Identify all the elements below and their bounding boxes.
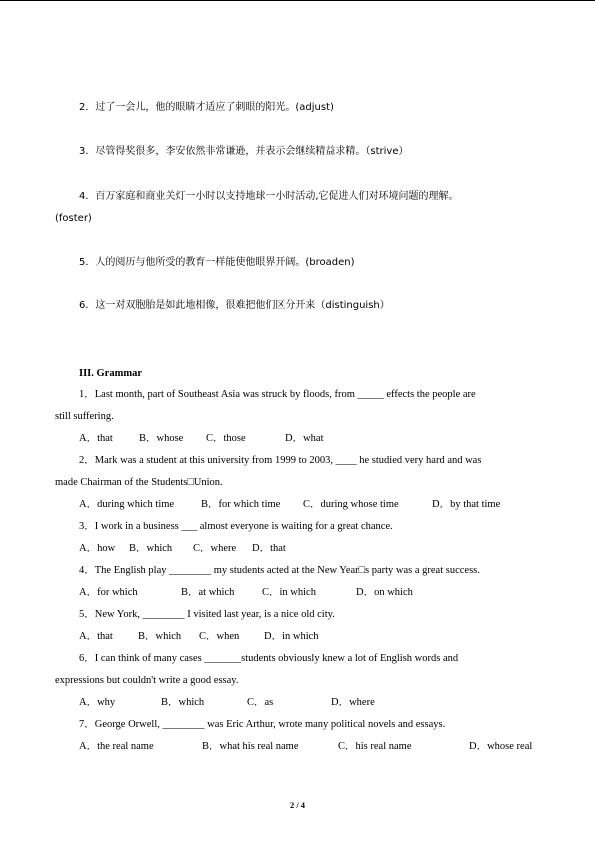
question-1: 1．Last month, part of Southeast Asia was struck by floods, from _____ effects the people are [79, 389, 476, 400]
q6-option-a: A．why [79, 697, 116, 708]
q5-option-a: A．that [79, 631, 113, 642]
question-6: 6．I can think of many cases _______students obviously knew a lot of English words and [79, 653, 459, 664]
q1-option-a: A．that [79, 433, 113, 444]
q5-option-b: B．which [138, 631, 182, 642]
q4-option-a: A．for which [79, 587, 138, 598]
q3-option-c: C．where [193, 543, 237, 554]
q3-option-d: D．that [252, 543, 286, 554]
translation-item-6: 6．这一对双胞胎是如此地相像，很难把他们区分开来（distinguish） [79, 300, 390, 311]
q5-option-d: D．in which [264, 631, 319, 642]
translation-item-2: 2．过了一会儿，他的眼睛才适应了刺眼的阳光。(adjust) [79, 102, 334, 113]
q3-option-b: B．which [129, 543, 173, 554]
q4-option-d: D．on which [356, 587, 413, 598]
q1-option-b: B．whose [139, 433, 184, 444]
q2-option-a: A．during which time [79, 499, 175, 510]
question-1-cont: still suffering. [55, 411, 114, 422]
q6-option-c: C．as [247, 697, 274, 708]
q6-option-b: B．which [161, 697, 205, 708]
q7-option-c: C．his real name [338, 741, 412, 752]
q6-option-d: D．where [331, 697, 375, 708]
question-3: 3．I work in a business ___ almost everyone is waiting for a great chance. [79, 521, 393, 532]
translation-item-4-cont: (foster) [55, 213, 92, 224]
question-6-cont: expressions but couldn't write a good essay. [55, 675, 239, 686]
translation-item-5: 5．人的阅历与他所受的教育一样能使他眼界开阔。(broaden) [79, 257, 355, 268]
q7-option-a: A．the real name [79, 741, 154, 752]
translation-item-4: 4．百万家庭和商业关灯一小时以支持地球一小时活动,它促进人们对环境问题的理解。 [79, 191, 459, 202]
q1-option-d: D．what [285, 433, 324, 444]
translation-item-3: 3．尽管得奖很多，李安依然非常谦逊，并表示会继续精益求精。（strive） [79, 146, 409, 157]
q7-option-b: B．what his real name [202, 741, 299, 752]
question-2-cont: made Chairman of the Students□Union. [55, 477, 223, 488]
q4-option-c: C．in which [262, 587, 316, 598]
page-number: 2 / 4 [289, 800, 306, 810]
q3-option-a: A．how [79, 543, 116, 554]
q4-option-b: B．at which [181, 587, 235, 598]
question-5: 5．New York, ________ I visited last year, is a nice old city. [79, 609, 335, 620]
q2-option-d: D．by that time [432, 499, 501, 510]
q2-option-b: B．for which time [201, 499, 281, 510]
q5-option-c: C．when [199, 631, 240, 642]
grammar-heading: III. Grammar [79, 368, 142, 379]
top-rule [0, 0, 595, 1]
question-4: 4．The English play ________ my students acted at the New Year□s party was a great success. [79, 565, 480, 576]
question-2: 2．Mark was a student at this university from 1999 to 2003, ____ he studied very hard and was [79, 455, 482, 466]
question-7: 7．George Orwell, ________ was Eric Arthur, wrote many political novels and essays. [79, 719, 446, 730]
q7-option-d: D．whose real [469, 741, 533, 752]
q1-option-c: C．those [206, 433, 246, 444]
q2-option-c: C．during whose time [303, 499, 399, 510]
